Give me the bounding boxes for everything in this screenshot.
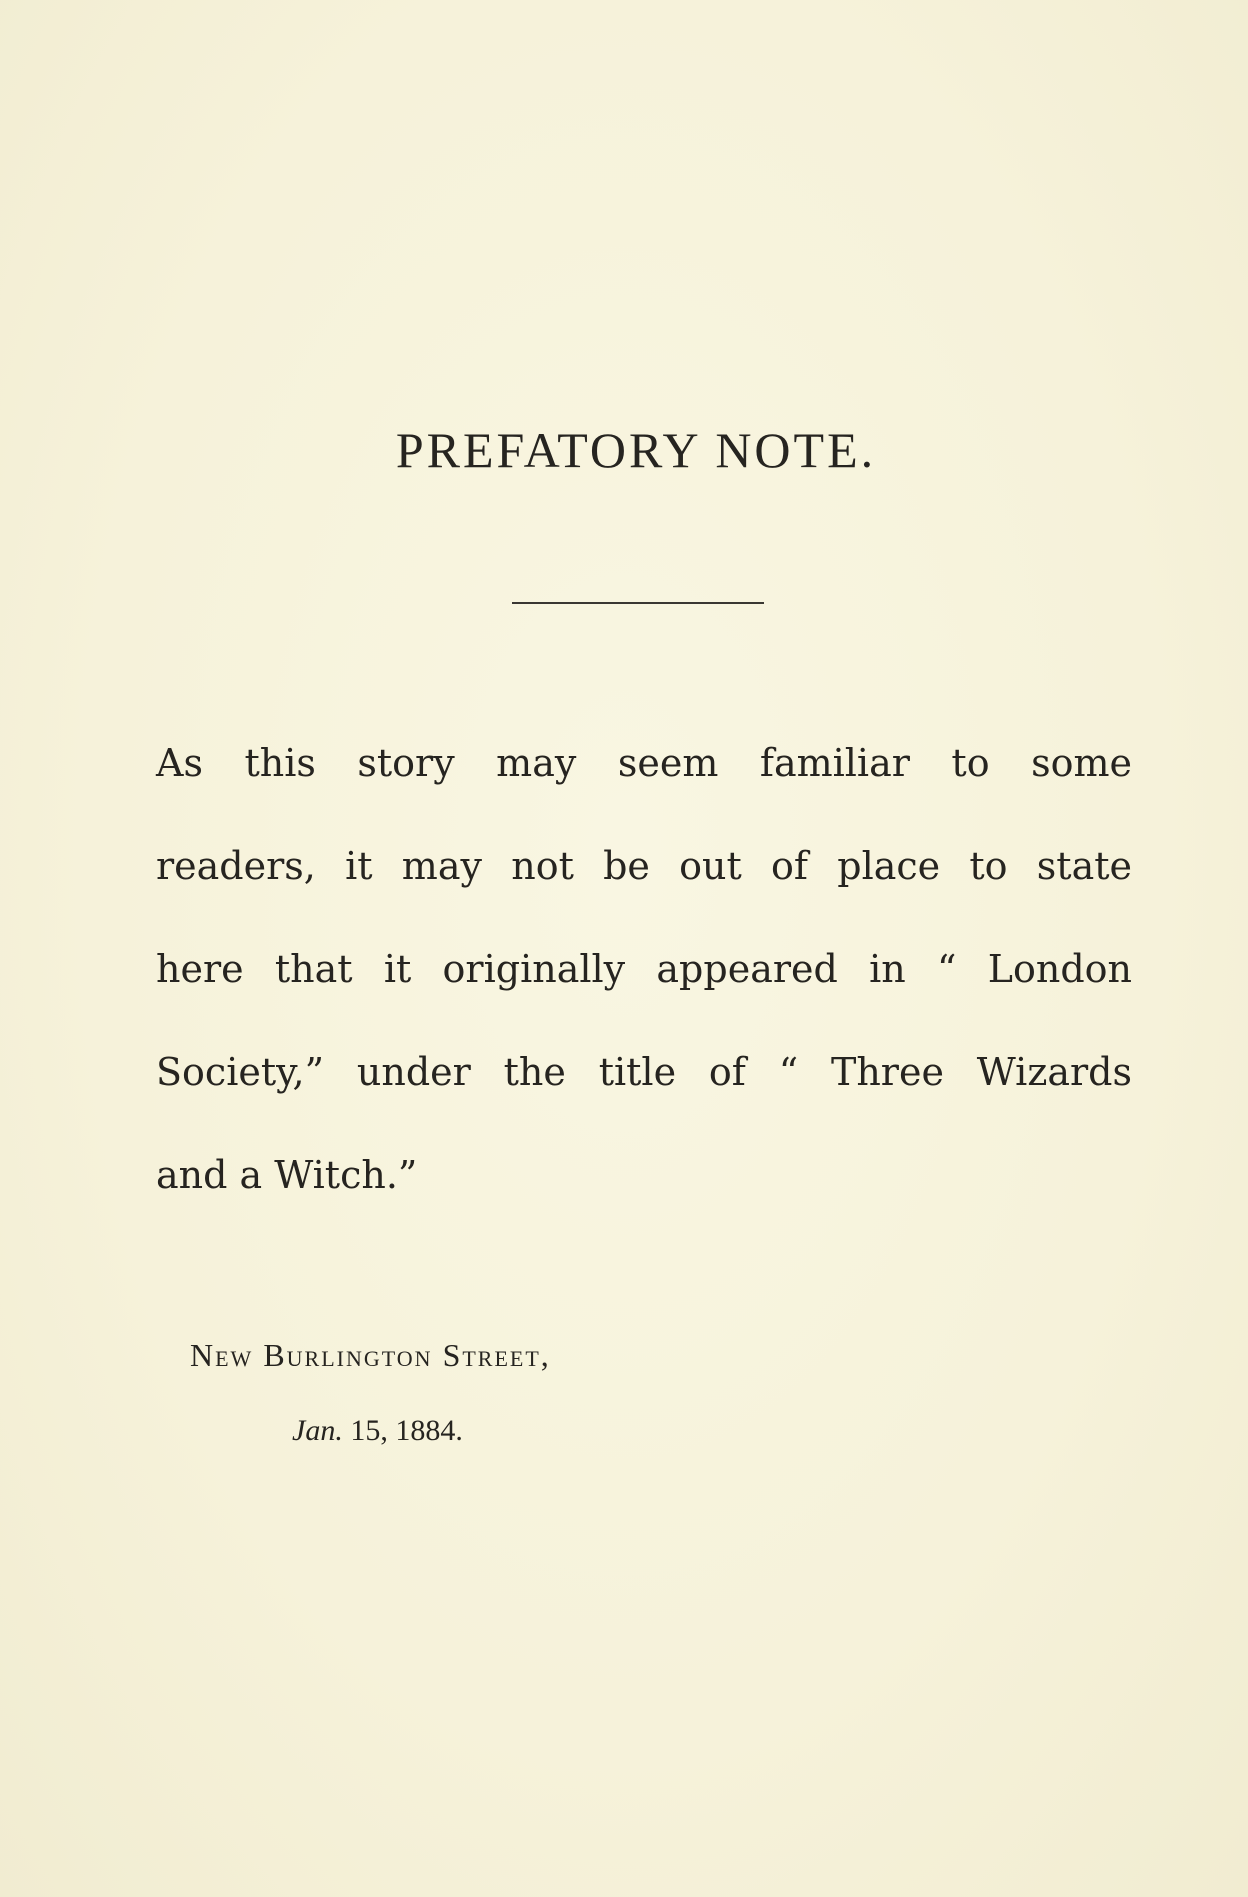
page-title: PREFATORY NOTE. [395, 422, 877, 478]
note-body [156, 712, 1132, 1227]
body-line: As this story may seem familiar to some [156, 741, 1132, 785]
body-line: here that it originally appeared in “ London [156, 947, 1132, 991]
date-day-year: 15, 1884. [342, 1414, 463, 1447]
signature-date [292, 1414, 463, 1448]
body-line: Society,” under the title of “ Three Wizards [156, 1050, 1132, 1094]
date-month: Jan. [292, 1414, 343, 1447]
title-divider [512, 602, 764, 604]
body-line: and a Witch.” [156, 1153, 418, 1197]
signature-address: New Burlington Street, [190, 1337, 551, 1373]
body-line: readers, it may not be out of place to state [156, 844, 1132, 888]
